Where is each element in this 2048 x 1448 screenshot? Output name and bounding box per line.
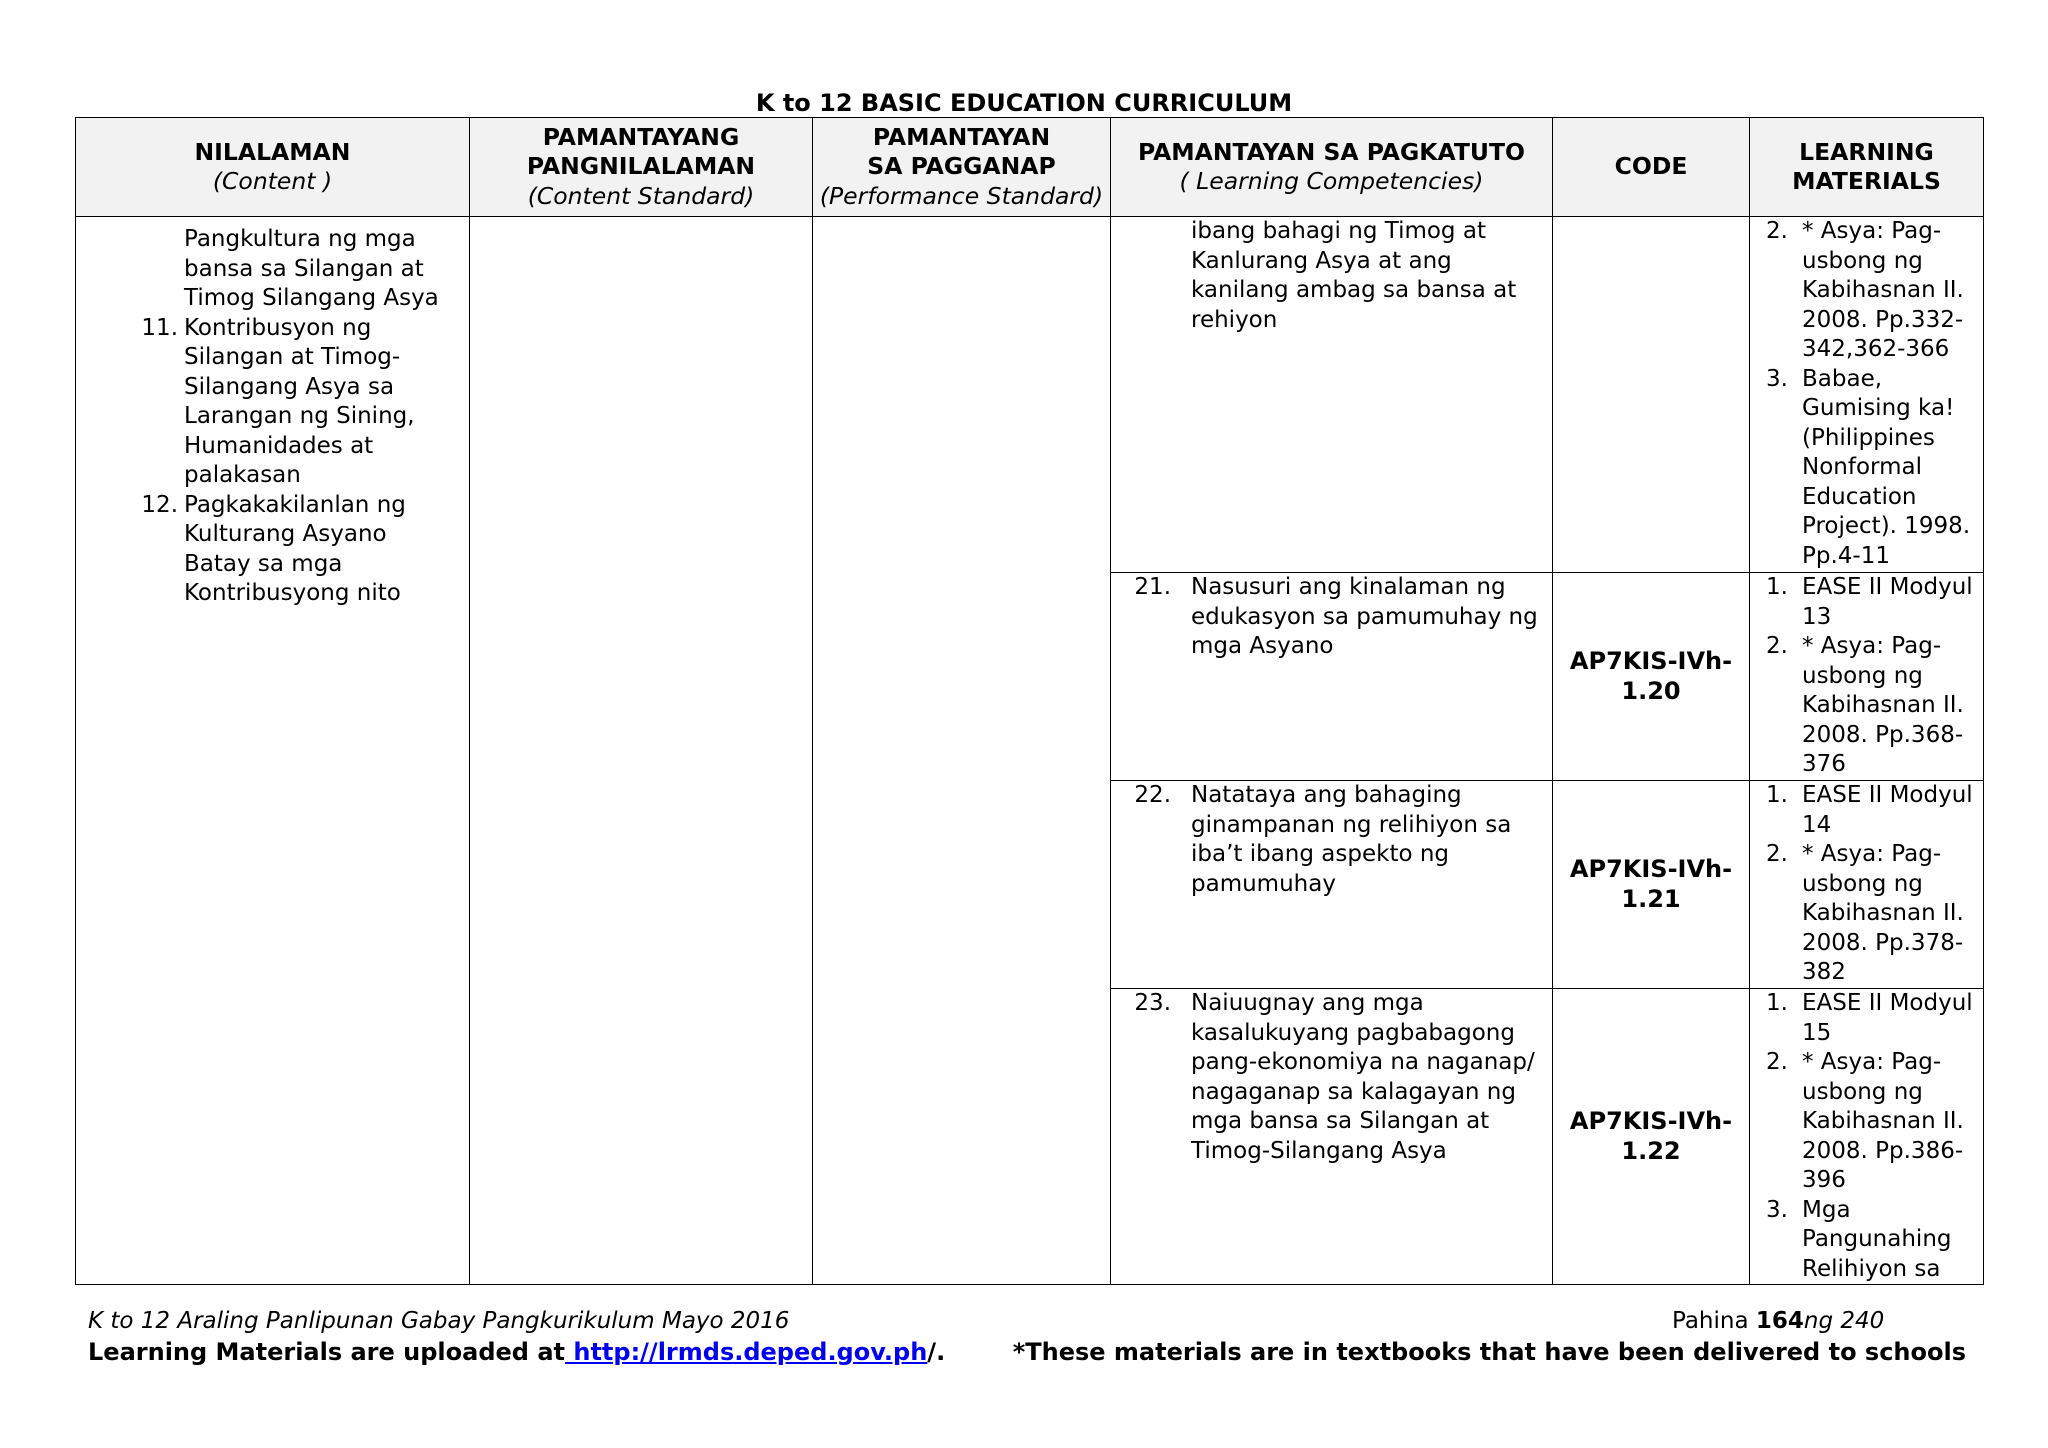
page-total: ng 240 — [1803, 1308, 1885, 1334]
lrmds-link[interactable]: http://lrmds.deped.gov.ph — [565, 1338, 928, 1366]
competency-continued-text: ibang bahagi ng Timog at Kanlurang Asya at ang kanilang ambag sa bansa at rehiyon — [1191, 218, 1517, 333]
material-item — [1756, 781, 1973, 840]
header-content-title: NILALAMAN — [194, 137, 351, 166]
header-competencies-title: PAMANTAYAN SA PAGKATUTO — [1138, 137, 1525, 166]
material-text: Mga Pangunahing Relihiyon sa — [1802, 1196, 1952, 1282]
materials-cell — [1750, 573, 1984, 781]
footer-page-number — [1672, 1308, 1884, 1334]
header-competencies — [1111, 118, 1553, 217]
content-continued-text: Pangkultura ng mga bansa sa Silangan at Timog Silangang Asya — [184, 226, 439, 311]
header-performance-line1: PAMANTAYAN — [872, 122, 1051, 151]
page-label: Pahina — [1672, 1308, 1756, 1334]
material-text: Babae, Gumising ka! (Philippines Nonformal Education Project). 1998. Pp.4-11 — [1802, 365, 1971, 569]
material-item — [1756, 1196, 1973, 1285]
material-item — [1756, 840, 1973, 988]
header-content-subtitle: (Content ) — [212, 167, 333, 195]
content-item-number: 12. — [141, 491, 178, 518]
page-current: 164 — [1755, 1308, 1804, 1334]
header-code-title: CODE — [1614, 152, 1688, 181]
table-header-row — [76, 118, 1984, 217]
header-content-standard-line2: PANGNILALAMAN — [526, 152, 756, 181]
code-cell — [1553, 573, 1750, 781]
material-text: EASE II Modyul 13 — [1802, 574, 1973, 630]
code-line1: AP7KIS-IVh- — [1569, 647, 1733, 675]
competency-text: Nasusuri ang kinalaman ng edukasyon sa pamumuhay ng mga Asyano — [1191, 574, 1538, 659]
material-number: 1. — [1766, 990, 1788, 1016]
competency-item-23 — [1131, 989, 1538, 1166]
header-materials-line1: LEARNING — [1799, 137, 1934, 166]
content-cell — [76, 217, 470, 1285]
material-text: EASE II Modyul 14 — [1802, 782, 1973, 838]
performance-standard-cell — [813, 217, 1111, 1285]
footer-guide-title: K to 12 Araling Panlipunan Gabay Pangkurikulum Mayo 2016 — [88, 1308, 790, 1334]
competency-text: Natataya ang bahaging ginampanan ng relihiyon sa iba’t ibang aspekto ng pamumuhay — [1191, 782, 1512, 897]
code-line1: AP7KIS-IVh- — [1569, 855, 1733, 883]
code-line2: 1.21 — [1621, 884, 1681, 913]
competency-item-22 — [1131, 781, 1538, 899]
material-item — [1756, 632, 1973, 780]
material-item — [1756, 217, 1973, 365]
competency-cell — [1111, 217, 1553, 573]
materials-cell — [1750, 989, 1984, 1285]
header-materials-line2: MATERIALS — [1792, 167, 1941, 195]
header-content — [76, 118, 470, 217]
content-item-number: 11. — [141, 314, 178, 341]
content-item-12 — [76, 491, 455, 609]
competency-cell — [1111, 989, 1553, 1285]
material-text: * Asya: Pag-usbong ng Kabihasnan II. 2008. Pp.378-382 — [1802, 841, 1964, 985]
footer-upload-note — [88, 1338, 945, 1366]
material-text: * Asya: Pag-usbong ng Kabihasnan II. 2008. Pp.368-376 — [1802, 633, 1964, 777]
content-standard-cell — [470, 217, 813, 1285]
header-materials — [1750, 118, 1984, 217]
code-cell — [1553, 217, 1750, 573]
material-number: 1. — [1766, 782, 1788, 808]
material-text: * Asya: Pag-usbong ng Kabihasnan II. 2008. Pp.332-342,362-366 — [1802, 218, 1964, 362]
code-cell — [1553, 989, 1750, 1285]
code-line2: 1.20 — [1621, 676, 1681, 705]
footer-textbook-note: *These materials are in textbooks that have been delivered to schools — [1012, 1338, 1966, 1366]
header-performance-standard — [813, 118, 1111, 217]
material-number: 2. — [1766, 218, 1788, 244]
material-number: 3. — [1766, 365, 1788, 392]
header-content-standard-subtitle: (Content Standard) — [527, 181, 755, 210]
material-number: 3. — [1766, 1196, 1788, 1223]
code-line2: 1.22 — [1621, 1136, 1681, 1165]
material-number: 2. — [1766, 841, 1788, 867]
document-title: K to 12 BASIC EDUCATION CURRICULUM — [755, 89, 1293, 117]
header-content-standard-line1: PAMANTAYANG — [542, 122, 740, 151]
upload-suffix: /. — [927, 1338, 946, 1366]
content-item-11 — [76, 314, 455, 491]
competency-number: 21. — [1134, 574, 1171, 600]
header-code — [1553, 118, 1750, 217]
materials-cell — [1750, 217, 1984, 573]
content-item-text: Pagkakakilanlan ng Kulturang Asyano Batay sa mga Kontribusyong nito — [184, 491, 406, 606]
material-item — [1756, 1048, 1973, 1196]
competency-number: 23. — [1134, 990, 1171, 1016]
header-performance-line2: SA PAGGANAP — [867, 152, 1056, 181]
code-cell — [1553, 781, 1750, 989]
competency-cell — [1111, 781, 1553, 989]
material-item — [1756, 365, 1973, 572]
competency-item-21 — [1131, 573, 1538, 662]
material-text: * Asya: Pag-usbong ng Kabihasnan II. 2008. Pp.386-396 — [1802, 1049, 1964, 1193]
material-text: EASE II Modyul 15 — [1802, 990, 1973, 1046]
content-item-text: Kontribusyon ng Silangan at Timog-Silangang Asya sa Larangan ng Sining, Humanidades at palakasan — [184, 314, 415, 488]
header-performance-subtitle: (Performance Standard) — [819, 181, 1104, 210]
material-number: 1. — [1766, 574, 1788, 600]
curriculum-table — [75, 117, 1984, 1285]
competency-cell — [1111, 573, 1553, 781]
materials-cell — [1750, 781, 1984, 989]
material-number: 2. — [1766, 1049, 1788, 1075]
code-line1: AP7KIS-IVh- — [1569, 1107, 1733, 1135]
table-row — [76, 217, 1984, 573]
competency-text: Naiuugnay ang mga kasalukuyang pagbabagong pang-ekonomiya na naganap/ nagaganap sa kalagayan ng mga bansa sa Silangan at Timog-Silangang Asya — [1191, 990, 1535, 1164]
header-content-standard — [470, 118, 813, 217]
competency-number: 22. — [1134, 782, 1171, 808]
upload-prefix: Learning Materials are uploaded at — [88, 1338, 565, 1366]
material-item — [1756, 989, 1973, 1048]
material-item — [1756, 573, 1973, 632]
header-competencies-subtitle: ( Learning Competencies) — [1179, 167, 1484, 195]
material-number: 2. — [1766, 633, 1788, 659]
